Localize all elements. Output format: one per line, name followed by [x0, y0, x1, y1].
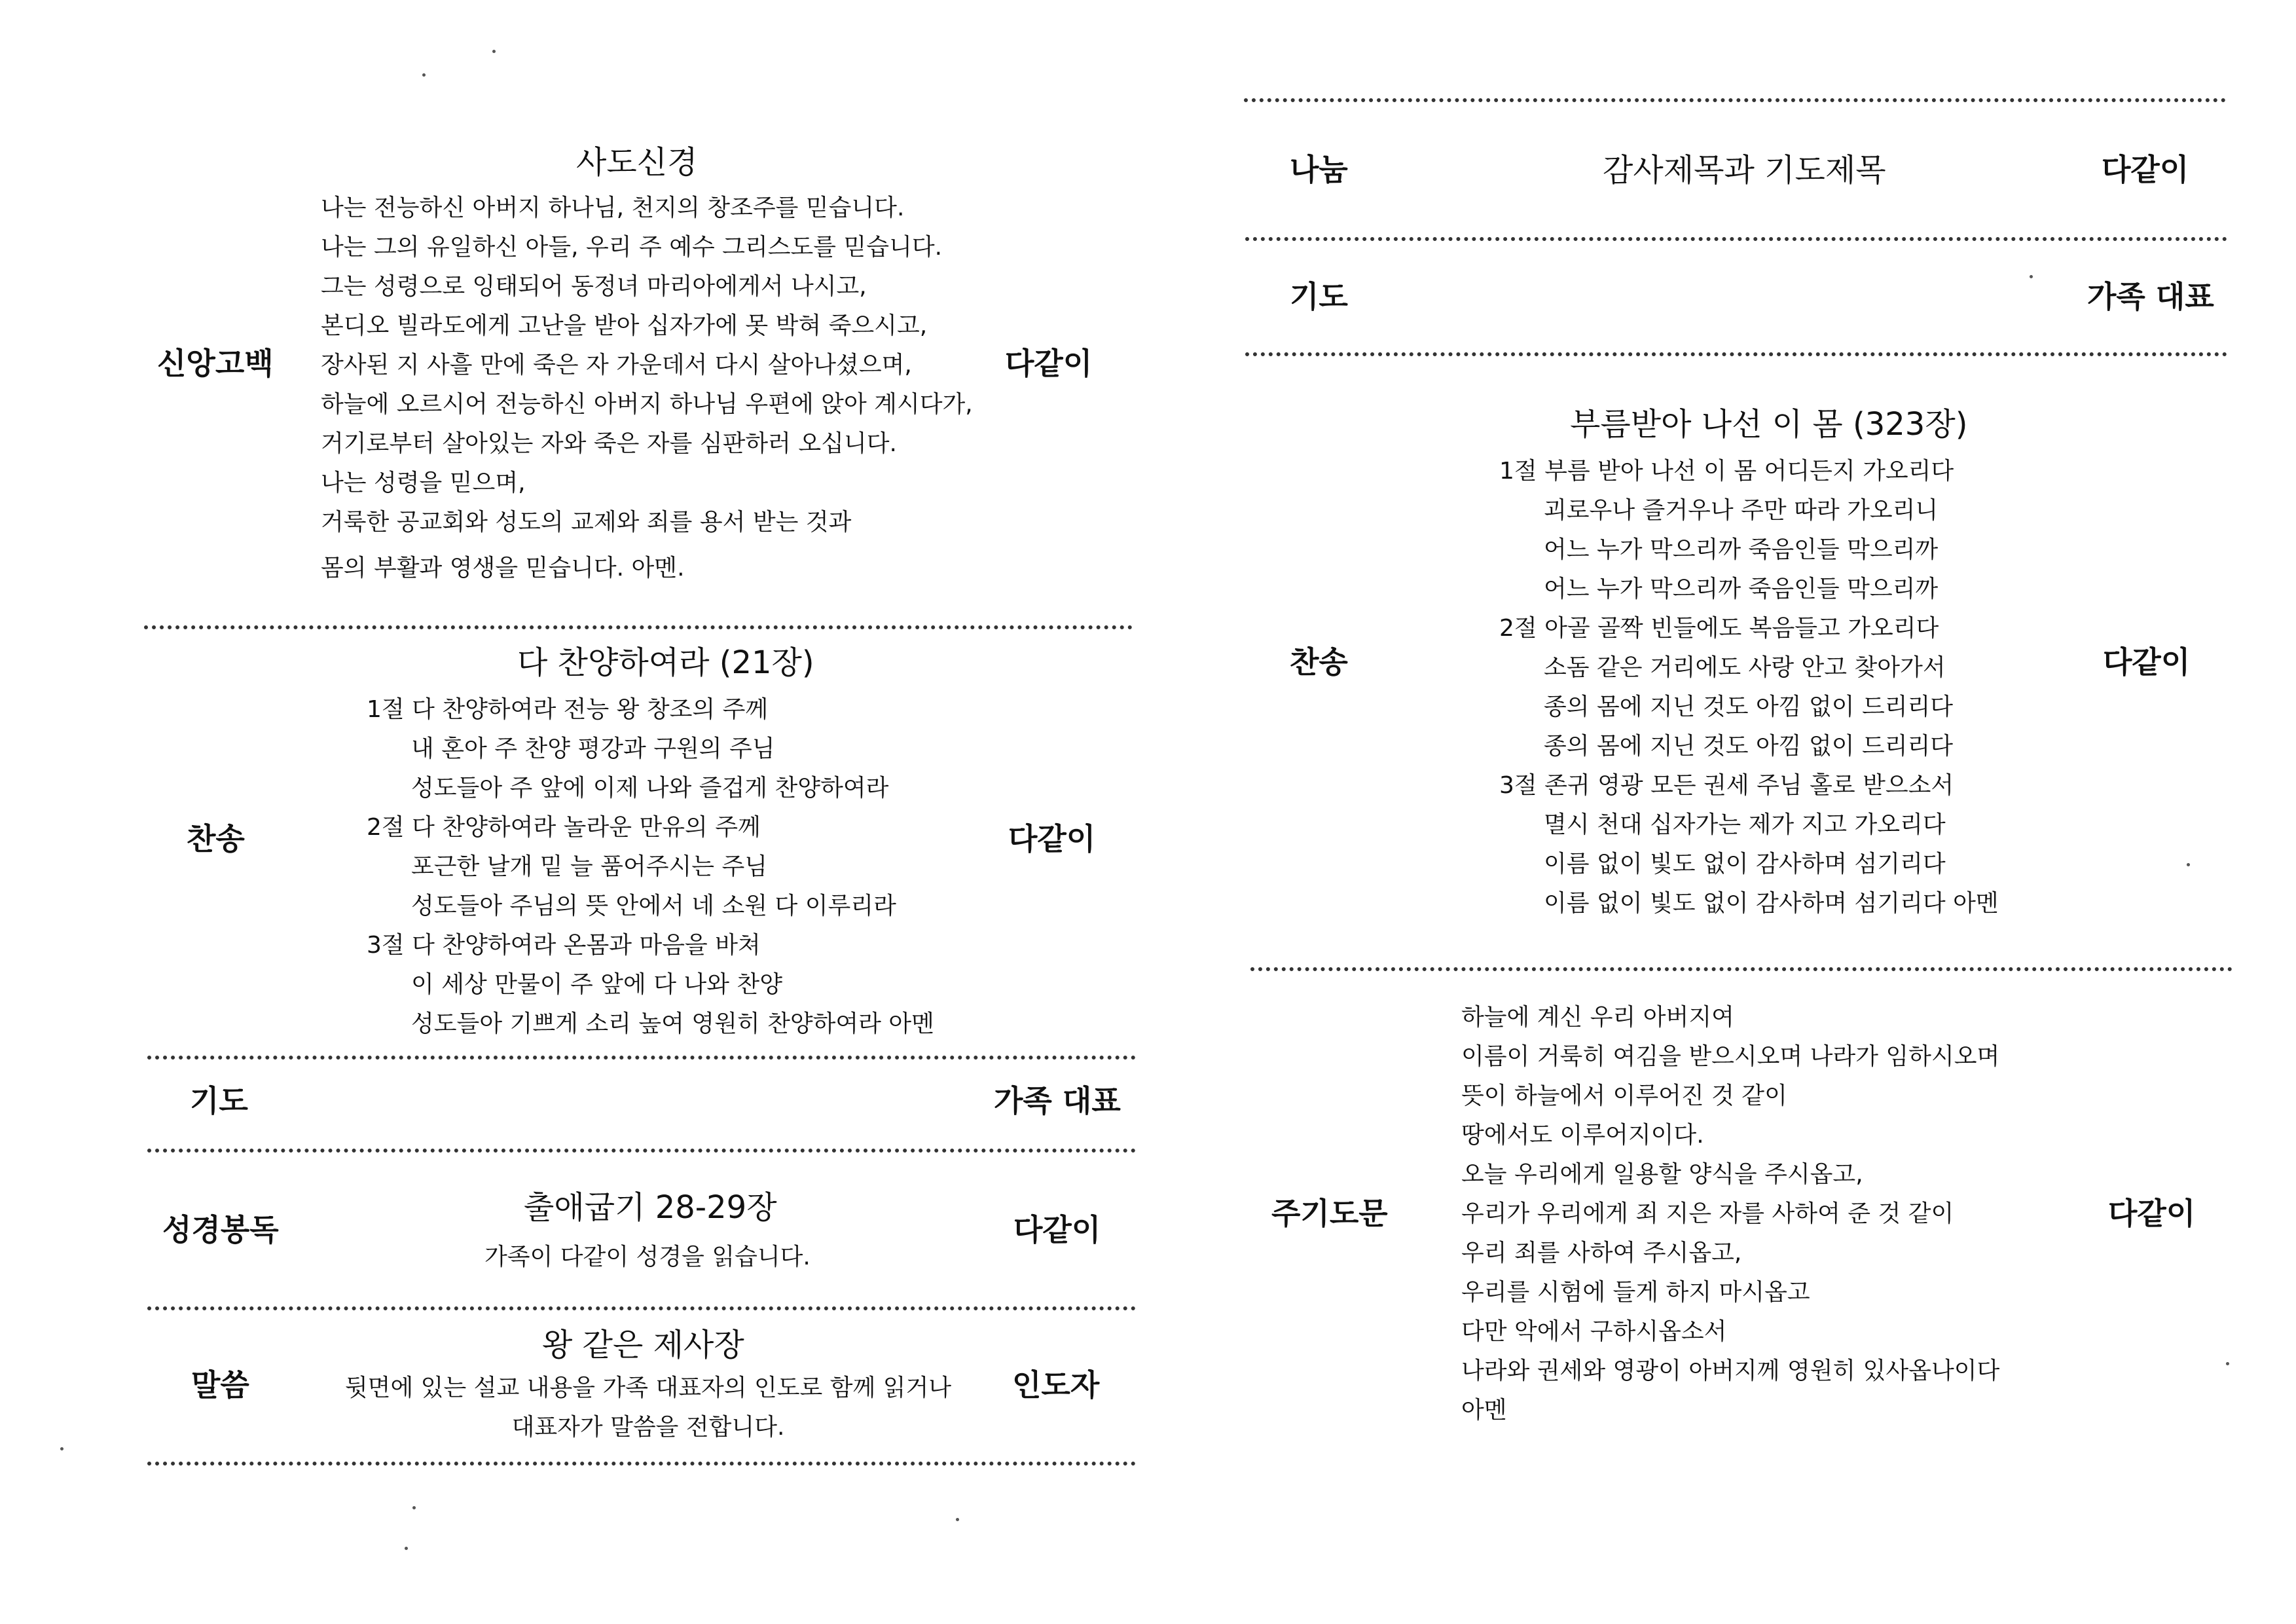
scan-speck — [492, 50, 496, 53]
hymn-line: 포근한 날개 밑 늘 품어주시는 주님 — [411, 853, 768, 880]
lords-prayer-line: 아멘 — [1461, 1397, 1507, 1424]
scan-speck — [2187, 863, 2190, 866]
prayer-leader: 가족 대표 — [994, 1083, 1121, 1118]
section-divider — [147, 1149, 1136, 1153]
lords-prayer-label: 주기도문 — [1271, 1196, 1388, 1231]
hymn-line: 성도들아 주 앞에 이제 나와 즐겁게 찬양하여라 — [411, 775, 889, 802]
scan-speck — [956, 1518, 959, 1521]
prayer-label: 기도 — [1290, 279, 1348, 314]
hymn-label: 찬송 — [187, 821, 245, 857]
creed-label: 신앙고백 — [157, 346, 274, 381]
creed-title: 사도신경 — [576, 144, 698, 181]
hymn-lyrics — [367, 690, 934, 1044]
creed-leader: 다같이 — [1005, 346, 1093, 381]
creed-line: 몸의 부활과 영생을 믿습니다. 아멘. — [321, 555, 685, 581]
hymn-line: 소돔 같은 거리에도 사랑 안고 찾아가서 — [1544, 654, 1946, 681]
sermon-leader: 인도자 — [1012, 1367, 1100, 1403]
lords-prayer-line: 우리가 우리에게 죄 지은 자를 사하여 준 것 같이 — [1461, 1200, 1954, 1227]
lords-prayer-line: 나라와 권세와 영광이 아버지께 영원히 있사옵나이다 — [1461, 1357, 2000, 1384]
section-divider — [1244, 98, 2226, 102]
lords-prayer-line: 우리를 시험에 들게 하지 마시옵고 — [1461, 1279, 1810, 1306]
hymn-line: 내 혼아 주 찬양 평강과 구원의 주님 — [411, 735, 775, 762]
section-divider — [147, 1056, 1136, 1060]
scan-speck — [405, 1547, 408, 1550]
creed-text — [321, 189, 973, 588]
sharing-title: 감사제목과 기도제목 — [1603, 152, 1886, 189]
creed-line: 그는 성령으로 잉태되어 동정녀 마리아에게서 나시고, — [321, 273, 867, 300]
scan-speck — [422, 73, 426, 77]
sermon-title: 왕 같은 제사장 — [542, 1327, 744, 1363]
lords-prayer-line: 이름이 거룩히 여김을 받으시오며 나라가 임하시오며 — [1461, 1043, 2000, 1070]
right-page — [1231, 0, 2296, 1624]
hymn-line: 괴로우나 즐거우나 주만 따라 가오리니 — [1544, 497, 1939, 524]
sharing-leader: 다같이 — [2102, 152, 2189, 187]
creed-line: 나는 그의 유일하신 아들, 우리 주 예수 그리스도를 믿습니다. — [321, 234, 943, 261]
section-divider — [1245, 237, 2227, 241]
hymn-leader: 다같이 — [2103, 644, 2191, 680]
lords-prayer-text — [1461, 998, 1999, 1430]
hymn-line: 어느 누가 막으리까 죽음인들 막으리까 — [1544, 536, 1939, 563]
creed-line: 나는 전능하신 아버지 하나님, 천지의 창조주를 믿습니다. — [321, 194, 905, 221]
scan-speck — [2226, 1362, 2229, 1365]
hymn-line: 이름 없이 빛도 없이 감사하며 섬기리다 아멘 — [1544, 890, 1999, 917]
section-divider — [1245, 352, 2227, 356]
lords-prayer-line: 땅에서도 이루어지이다. — [1461, 1122, 1704, 1149]
lords-prayer-line: 뜻이 하늘에서 이루어진 것 같이 — [1461, 1082, 1787, 1109]
lords-prayer-line: 다만 악에서 구하시옵소서 — [1461, 1318, 1727, 1345]
lords-prayer-line: 하늘에 계신 우리 아버지여 — [1461, 1004, 1734, 1031]
scripture-label: 성경봉독 — [162, 1212, 279, 1247]
hymn-lyrics — [1499, 452, 1999, 923]
creed-line: 장사된 지 사흘 만에 죽은 자 가운데서 다시 살아나셨으며, — [321, 352, 912, 378]
creed-line: 하늘에 오르시어 전능하신 아버지 하나님 우편에 앉아 계시다가, — [321, 391, 973, 418]
scan-speck — [60, 1447, 64, 1450]
hymn-line: 성도들아 주님의 뜻 안에서 네 소원 다 이루리라 — [411, 893, 896, 919]
scan-speck — [412, 1506, 416, 1509]
section-divider — [144, 625, 1133, 629]
hymn-title: 다 찬양하여라 (21장) — [517, 644, 814, 681]
hymn-label: 찬송 — [1290, 644, 1348, 680]
hymn-line: 종의 몸에 지닌 것도 아낌 없이 드리리다 — [1544, 733, 1954, 760]
creed-line: 본디오 빌라도에게 고난을 받아 십자가에 못 박혀 죽으시고, — [321, 312, 928, 339]
lords-prayer-leader: 다같이 — [2108, 1196, 2196, 1231]
prayer-leader: 가족 대표 — [2087, 279, 2214, 314]
hymn-line: 1절 부름 받아 나선 이 몸 어디든지 가오리다 — [1499, 458, 1954, 485]
hymn-line: 이름 없이 빛도 없이 감사하며 섬기리다 — [1544, 851, 1946, 877]
creed-line: 거기로부터 살아있는 자와 죽은 자를 심판하러 오십니다. — [321, 430, 897, 457]
section-divider — [1250, 967, 2232, 971]
sermon-line: 대표자가 말씀을 전합니다. — [511, 1414, 785, 1441]
hymn-line: 3절 다 찬양하여라 온몸과 마음을 바쳐 — [367, 932, 761, 959]
lords-prayer-line: 오늘 우리에게 일용할 양식을 주시옵고, — [1461, 1161, 1863, 1188]
hymn-title: 부름받아 나선 이 몸 (323장) — [1570, 406, 1968, 443]
scripture-note: 가족이 다같이 성경을 읽습니다. — [484, 1244, 811, 1270]
hymn-line: 이 세상 만물이 주 앞에 다 나와 찬양 — [411, 971, 782, 998]
creed-line: 나는 성령을 믿으며, — [321, 470, 526, 496]
sharing-label: 나눔 — [1290, 152, 1348, 187]
sermon-line: 뒷면에 있는 설교 내용을 가족 대표자의 인도로 함께 읽거나 — [344, 1375, 952, 1401]
hymn-leader: 다같이 — [1008, 821, 1096, 857]
hymn-line: 1절 다 찬양하여라 전능 왕 창조의 주께 — [367, 696, 769, 723]
scan-speck — [2030, 275, 2033, 278]
scripture-title: 출애굽기 28-29장 — [524, 1189, 777, 1226]
hymn-line: 멸시 천대 십자가는 제가 지고 가오리다 — [1544, 811, 1946, 838]
prayer-label: 기도 — [190, 1083, 248, 1118]
hymn-line: 2절 아골 골짝 빈들에도 복음들고 가오리다 — [1499, 615, 1939, 642]
creed-line: 거룩한 공교회와 성도의 교제와 죄를 용서 받는 것과 — [321, 509, 852, 536]
hymn-line: 어느 누가 막으리까 죽음인들 막으리까 — [1544, 576, 1939, 602]
section-divider — [147, 1462, 1136, 1466]
sermon-text — [327, 1369, 969, 1447]
hymn-line: 종의 몸에 지닌 것도 아낌 없이 드리리다 — [1544, 693, 1954, 720]
lords-prayer-line: 우리 죄를 사하여 주시옵고, — [1461, 1240, 1742, 1266]
section-divider — [147, 1306, 1136, 1310]
hymn-line: 2절 다 찬양하여라 놀라운 만유의 주께 — [367, 814, 761, 841]
hymn-line: 3절 존귀 영광 모든 권세 주님 홀로 받으소서 — [1499, 772, 1954, 799]
scripture-leader: 다같이 — [1013, 1212, 1101, 1247]
sermon-label: 말씀 — [191, 1367, 249, 1403]
hymn-line: 성도들아 기쁘게 소리 높여 영원히 찬양하여라 아멘 — [411, 1010, 934, 1037]
